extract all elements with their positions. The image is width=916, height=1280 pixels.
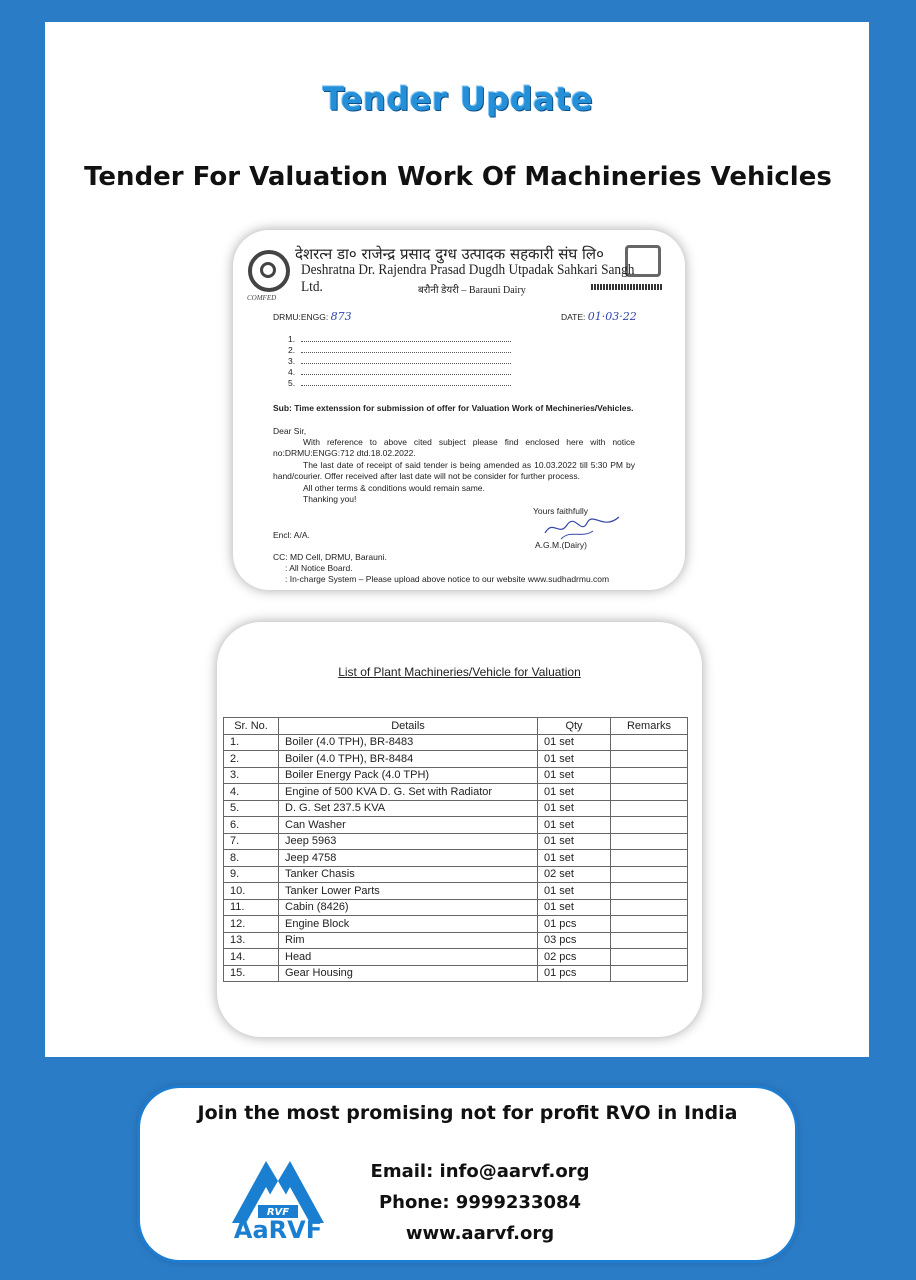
barcode-icon	[591, 284, 663, 290]
comfed-logo-icon	[248, 250, 290, 292]
details-cell: Jeep 5963	[279, 833, 538, 850]
serial-cell: 12.	[224, 916, 279, 933]
remarks-cell	[611, 932, 688, 949]
letter-paragraph-2: The last date of receipt of said tender is being amended as 10.03.2022 till 5:30 PM by hand/courier. Offer received after last date will not be consider for further process.	[273, 460, 635, 481]
serial-cell: 6.	[224, 817, 279, 834]
remarks-cell	[611, 767, 688, 784]
column-header: Remarks	[611, 718, 688, 735]
serial-cell: 13.	[224, 932, 279, 949]
serial-cell: 3.	[224, 767, 279, 784]
letterhead-subtitle: बरौनी डेयरी – Barauni Dairy	[418, 285, 526, 296]
tender-letter-image	[233, 230, 685, 590]
date-label: DATE:	[561, 312, 586, 322]
serial-cell: 14.	[224, 949, 279, 966]
table-row	[224, 949, 688, 966]
signature-icon	[541, 513, 621, 541]
remarks-cell	[611, 734, 688, 751]
contact-phone: Phone: 9999233084	[378, 1192, 582, 1213]
list-title: List of Plant Machineries/Vehicle for Valuation	[338, 665, 581, 679]
table-row	[224, 899, 688, 916]
remarks-cell	[611, 850, 688, 867]
address-line: 5.	[288, 378, 511, 388]
qty-cell: 01 set	[538, 817, 611, 834]
details-cell: Tanker Chasis	[279, 866, 538, 883]
remarks-cell	[611, 883, 688, 900]
qty-cell: 03 pcs	[538, 932, 611, 949]
table-body	[224, 734, 688, 982]
qty-cell: 01 pcs	[538, 965, 611, 982]
contact-email: Email: info@aarvf.org	[370, 1161, 590, 1182]
table-row	[224, 784, 688, 801]
footer-banner	[140, 1088, 795, 1260]
details-cell: Engine of 500 KVA D. G. Set with Radiator	[279, 784, 538, 801]
details-cell: Boiler Energy Pack (4.0 TPH)	[279, 767, 538, 784]
signatory: A.G.M.(Dairy)	[535, 540, 587, 550]
qty-cell: 01 set	[538, 751, 611, 768]
date-line	[561, 310, 637, 323]
machinery-list-image	[217, 622, 702, 1037]
serial-cell: 9.	[224, 866, 279, 883]
salutation: Dear Sir,	[273, 426, 307, 436]
qty-cell: 01 set	[538, 850, 611, 867]
qty-cell: 01 set	[538, 833, 611, 850]
reference-label: DRMU:ENGG:	[273, 312, 329, 322]
qty-cell: 01 set	[538, 800, 611, 817]
remarks-cell	[611, 751, 688, 768]
serial-cell: 4.	[224, 784, 279, 801]
logo-wordmark: AaRVF	[233, 1216, 323, 1244]
serial-cell: 7.	[224, 833, 279, 850]
details-cell: Jeep 4758	[279, 850, 538, 867]
details-cell: Head	[279, 949, 538, 966]
reference-line	[273, 310, 352, 323]
serial-cell: 2.	[224, 751, 279, 768]
letter-subject: Sub: Time extenssion for submission of offer for Valuation Work of Mechineries/Vehicles.	[273, 403, 634, 413]
details-cell: Can Washer	[279, 817, 538, 834]
letterhead-english: Deshratna Dr. Rajendra Prasad Dugdh Utpadak Sahkari Sangh Ltd.	[301, 262, 635, 295]
logo-badge: RVF	[266, 1207, 290, 1218]
logo-caption: COMFED	[247, 294, 277, 302]
qty-cell: 01 set	[538, 883, 611, 900]
serial-cell: 8.	[224, 850, 279, 867]
qty-cell: 01 set	[538, 767, 611, 784]
remarks-cell	[611, 965, 688, 982]
page-title: Tender Update	[322, 80, 594, 118]
details-cell: D. G. Set 237.5 KVA	[279, 800, 538, 817]
column-header: Qty	[538, 718, 611, 735]
reference-number: 873	[330, 310, 352, 323]
serial-cell: 11.	[224, 899, 279, 916]
table-row	[224, 767, 688, 784]
table-row	[224, 817, 688, 834]
cc-line-3: : In-charge System – Please upload above notice to our website www.sudhadrmu.com	[285, 574, 610, 584]
details-cell: Gear Housing	[279, 965, 538, 982]
table-row	[224, 965, 688, 982]
qty-cell: 02 set	[538, 866, 611, 883]
address-line: 4.	[288, 367, 511, 377]
column-header: Sr. No.	[224, 718, 279, 735]
remarks-cell	[611, 949, 688, 966]
qty-cell: 01 set	[538, 784, 611, 801]
serial-cell: 5.	[224, 800, 279, 817]
remarks-cell	[611, 817, 688, 834]
date-value: 01·03·22	[587, 310, 637, 323]
table-row	[224, 916, 688, 933]
letter-paragraph-3: All other terms & conditions would remain same.	[303, 483, 485, 493]
cc-line-2: : All Notice Board.	[285, 563, 353, 573]
address-line: 1.	[288, 334, 511, 344]
table-row	[224, 800, 688, 817]
tender-subtitle: Tender For Valuation Work Of Machineries Vehicles	[84, 162, 832, 192]
serial-cell: 10.	[224, 883, 279, 900]
address-line: 2.	[288, 345, 511, 355]
remarks-cell	[611, 899, 688, 916]
table-row	[224, 833, 688, 850]
table-row	[224, 883, 688, 900]
remarks-cell	[611, 800, 688, 817]
enclosure-line: Encl: A/A.	[273, 530, 310, 540]
machinery-table	[223, 717, 688, 982]
serial-cell: 15.	[224, 965, 279, 982]
thanks-line: Thanking you!	[303, 494, 357, 504]
serial-cell: 1.	[224, 734, 279, 751]
table-header-row	[224, 718, 688, 735]
letter-paragraph-1: With reference to above cited subject please find enclosed here with notice no:DRMU:ENGG:712 dtd.18.02.2022.	[273, 437, 635, 458]
remarks-cell	[611, 916, 688, 933]
contact-website: www.aarvf.org	[405, 1223, 555, 1244]
table-row	[224, 734, 688, 751]
remarks-cell	[611, 833, 688, 850]
details-cell: Cabin (8426)	[279, 899, 538, 916]
qty-cell: 01 pcs	[538, 916, 611, 933]
closing-line: Yours faithfully	[533, 506, 588, 516]
remarks-cell	[611, 784, 688, 801]
address-line: 3.	[288, 356, 511, 366]
details-cell: Boiler (4.0 TPH), BR-8483	[279, 734, 538, 751]
details-cell: Boiler (4.0 TPH), BR-8484	[279, 751, 538, 768]
footer-tagline: Join the most promising not for profit RVO in India	[197, 1102, 738, 1124]
table-row	[224, 866, 688, 883]
table-row	[224, 751, 688, 768]
details-cell: Tanker Lower Parts	[279, 883, 538, 900]
qty-cell: 01 set	[538, 899, 611, 916]
table-row	[224, 932, 688, 949]
column-header: Details	[279, 718, 538, 735]
details-cell: Engine Block	[279, 916, 538, 933]
qty-cell: 01 set	[538, 734, 611, 751]
remarks-cell	[611, 866, 688, 883]
table-row	[224, 850, 688, 867]
details-cell: Rim	[279, 932, 538, 949]
letterhead-hindi: देशरत्न डा० राजेन्द्र प्रसाद दुग्ध उत्पादक सहकारी संघ लि०	[295, 245, 604, 263]
qty-cell: 02 pcs	[538, 949, 611, 966]
cc-line-1: CC: MD Cell, DRMU, Barauni.	[273, 552, 387, 562]
